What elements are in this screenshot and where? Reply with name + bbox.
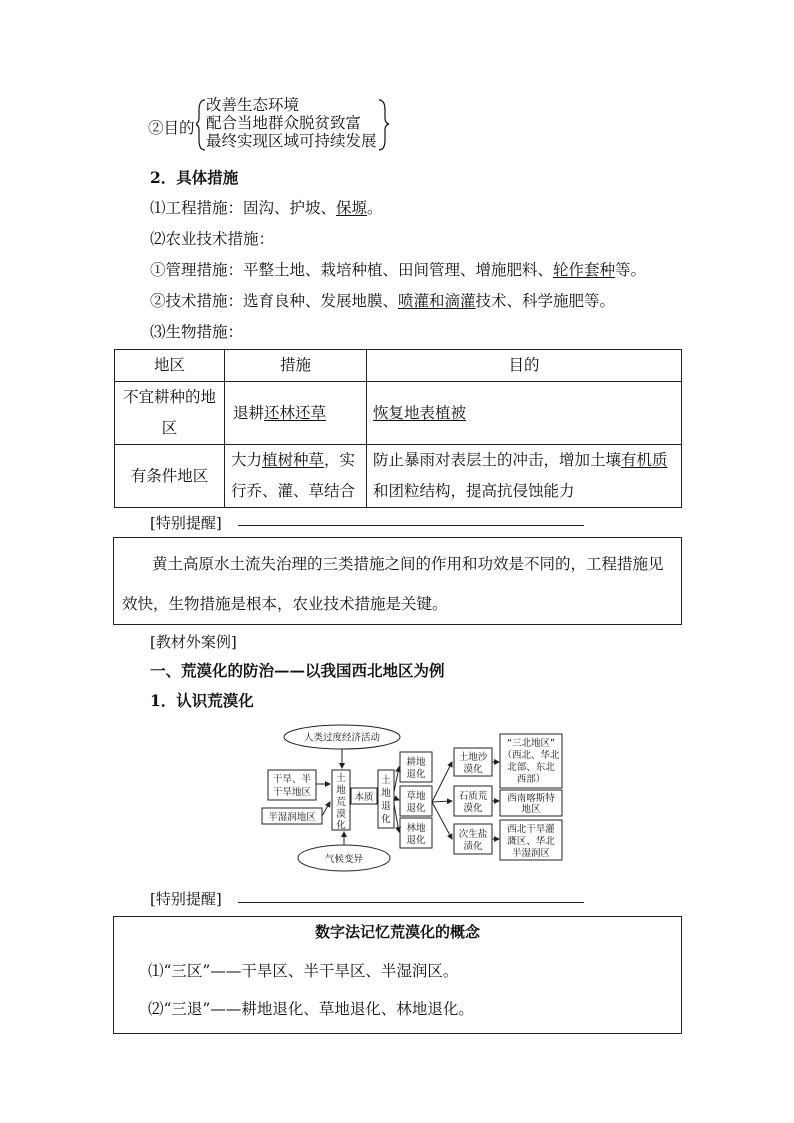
table-row bbox=[115, 445, 682, 508]
management-end: 等。 bbox=[615, 261, 647, 279]
table-header: 措施 bbox=[225, 350, 367, 382]
type-label: 林地 bbox=[406, 823, 426, 834]
land-desert-char: 化 bbox=[336, 820, 346, 831]
agri-title: ⑵农业技术措施： bbox=[150, 230, 275, 248]
land-degrade-char: 土 bbox=[381, 775, 391, 786]
form-label: 石质荒 bbox=[458, 791, 488, 802]
subsection-title: 1．认识荒漠化 bbox=[150, 691, 254, 710]
purpose-items bbox=[206, 96, 377, 150]
purpose-item-1: 改善生态环境 bbox=[206, 96, 300, 114]
measures-heading: 2．具体措施 bbox=[150, 168, 239, 187]
engineering-text: ⑴工程措施：固沟、护坡、 bbox=[150, 199, 337, 217]
land-degrade-char: 地 bbox=[381, 788, 391, 799]
tip1-box bbox=[113, 537, 682, 625]
tip1-text: 黄土高原水土流失治理的三类措施之间的作用和功效是不同的，工程措施见效快，生物措施是根本，农业技术措施是关键。 bbox=[122, 555, 664, 613]
semi-humid-label: 半湿润地区 bbox=[268, 812, 316, 823]
management-measures bbox=[150, 258, 646, 280]
type-label: 耕地 bbox=[406, 757, 426, 768]
tip1-rule bbox=[238, 525, 584, 526]
area-label: （西北、华北 bbox=[502, 750, 560, 761]
bio-measures-table bbox=[114, 349, 682, 508]
tip2-title: 数字法记忆荒漠化的概念 bbox=[314, 923, 480, 941]
area-label: 溉区、华北 bbox=[507, 836, 555, 847]
land-desert-char: 土 bbox=[336, 773, 346, 784]
bio-title: ⑶生物措施： bbox=[150, 323, 244, 341]
arid-region-label-2: 干旱地区 bbox=[272, 787, 312, 798]
type-label: 退化 bbox=[406, 769, 426, 780]
land-desert-char: 地 bbox=[336, 785, 346, 796]
tip2-box bbox=[113, 916, 682, 1034]
table-cell-region: 不宜耕种的地区 bbox=[115, 382, 225, 445]
management-key: 轮作套种 bbox=[553, 261, 616, 279]
area-label: 西南喀斯特 bbox=[507, 793, 555, 804]
table-row bbox=[115, 382, 682, 445]
form-label: 次生盐 bbox=[458, 829, 488, 840]
area-label: 北部、东北 bbox=[507, 762, 555, 773]
technical-key: 喷灌和滴灌 bbox=[398, 292, 476, 310]
human-activity-label: 人类过度经济活动 bbox=[303, 732, 381, 744]
area-label: 西北干旱灌 bbox=[507, 824, 555, 835]
tip2-rule bbox=[238, 902, 584, 903]
tip2-item-2: ⑵“三退”——耕地退化、草地退化、林地退化。 bbox=[148, 1000, 474, 1018]
table-header: 地区 bbox=[115, 350, 225, 382]
form-label: 渍化 bbox=[463, 841, 483, 852]
tip1-head: [特别提醒] bbox=[150, 514, 222, 532]
technical-text: ②技术措施：选育良种、发展地膜、 bbox=[150, 292, 399, 310]
management-text: ①管理措施：平整土地、栽培种植、田间管理、增施肥料、 bbox=[150, 261, 554, 279]
area-label: 地区 bbox=[521, 804, 541, 815]
area-label: 西部） bbox=[516, 774, 546, 785]
area-label: “三北地区” bbox=[507, 738, 555, 749]
form-label: 漠化 bbox=[463, 764, 483, 775]
type-label: 退化 bbox=[406, 835, 426, 846]
table-cell-goal: 防止暴雨对表层土的冲击，增加土壤有机质和团粒结构，提高抗侵蚀能力 bbox=[367, 445, 682, 508]
essence-label: 本质 bbox=[354, 792, 374, 803]
purpose-label: ②目的 bbox=[148, 119, 195, 137]
table-cell-region: 有条件地区 bbox=[115, 445, 225, 508]
table-cell-measure: 退耕还林还草 bbox=[225, 382, 367, 445]
technical-end: 技术、科学施肥等。 bbox=[475, 292, 616, 310]
arid-region-label-1: 干旱、半 bbox=[272, 774, 312, 785]
land-degrade-char: 化 bbox=[381, 814, 391, 825]
type-label: 退化 bbox=[406, 803, 426, 814]
form-label: 土地沙 bbox=[458, 752, 488, 763]
area-label: 半湿润区 bbox=[511, 848, 551, 859]
tip2-head: [特别提醒] bbox=[150, 890, 222, 908]
table-cell-measure: 大力植树种草，实行乔、灌、草结合 bbox=[225, 445, 367, 508]
table-cell-goal: 恢复地表植被 bbox=[367, 382, 682, 445]
type-label: 草地 bbox=[406, 791, 426, 802]
table-header: 目的 bbox=[367, 350, 682, 382]
extra-head: [教材外案例] bbox=[150, 633, 237, 651]
form-label: 漠化 bbox=[463, 803, 483, 814]
purpose-item-2: 配合当地群众脱贫致富 bbox=[206, 114, 362, 132]
table-header-row bbox=[115, 350, 682, 382]
tip2-item-1: ⑴“三区”——干旱区、半干旱区、半湿润区。 bbox=[148, 962, 459, 980]
technical-measures bbox=[150, 289, 615, 311]
purpose-item-3: 最终实现区域可持续发展 bbox=[206, 132, 377, 150]
desertification-diagram bbox=[260, 722, 572, 874]
land-desert-char: 漠 bbox=[336, 809, 346, 820]
land-degrade-char: 退 bbox=[381, 801, 391, 812]
land-desert-char: 荒 bbox=[336, 797, 346, 808]
engineering-end: 。 bbox=[367, 199, 383, 217]
engineering-measures bbox=[150, 196, 383, 218]
section-title: 一、荒漠化的防治——以我国西北地区为例 bbox=[150, 661, 445, 680]
engineering-key: 保塬 bbox=[336, 199, 368, 217]
climate-label: 气候变异 bbox=[324, 854, 364, 865]
